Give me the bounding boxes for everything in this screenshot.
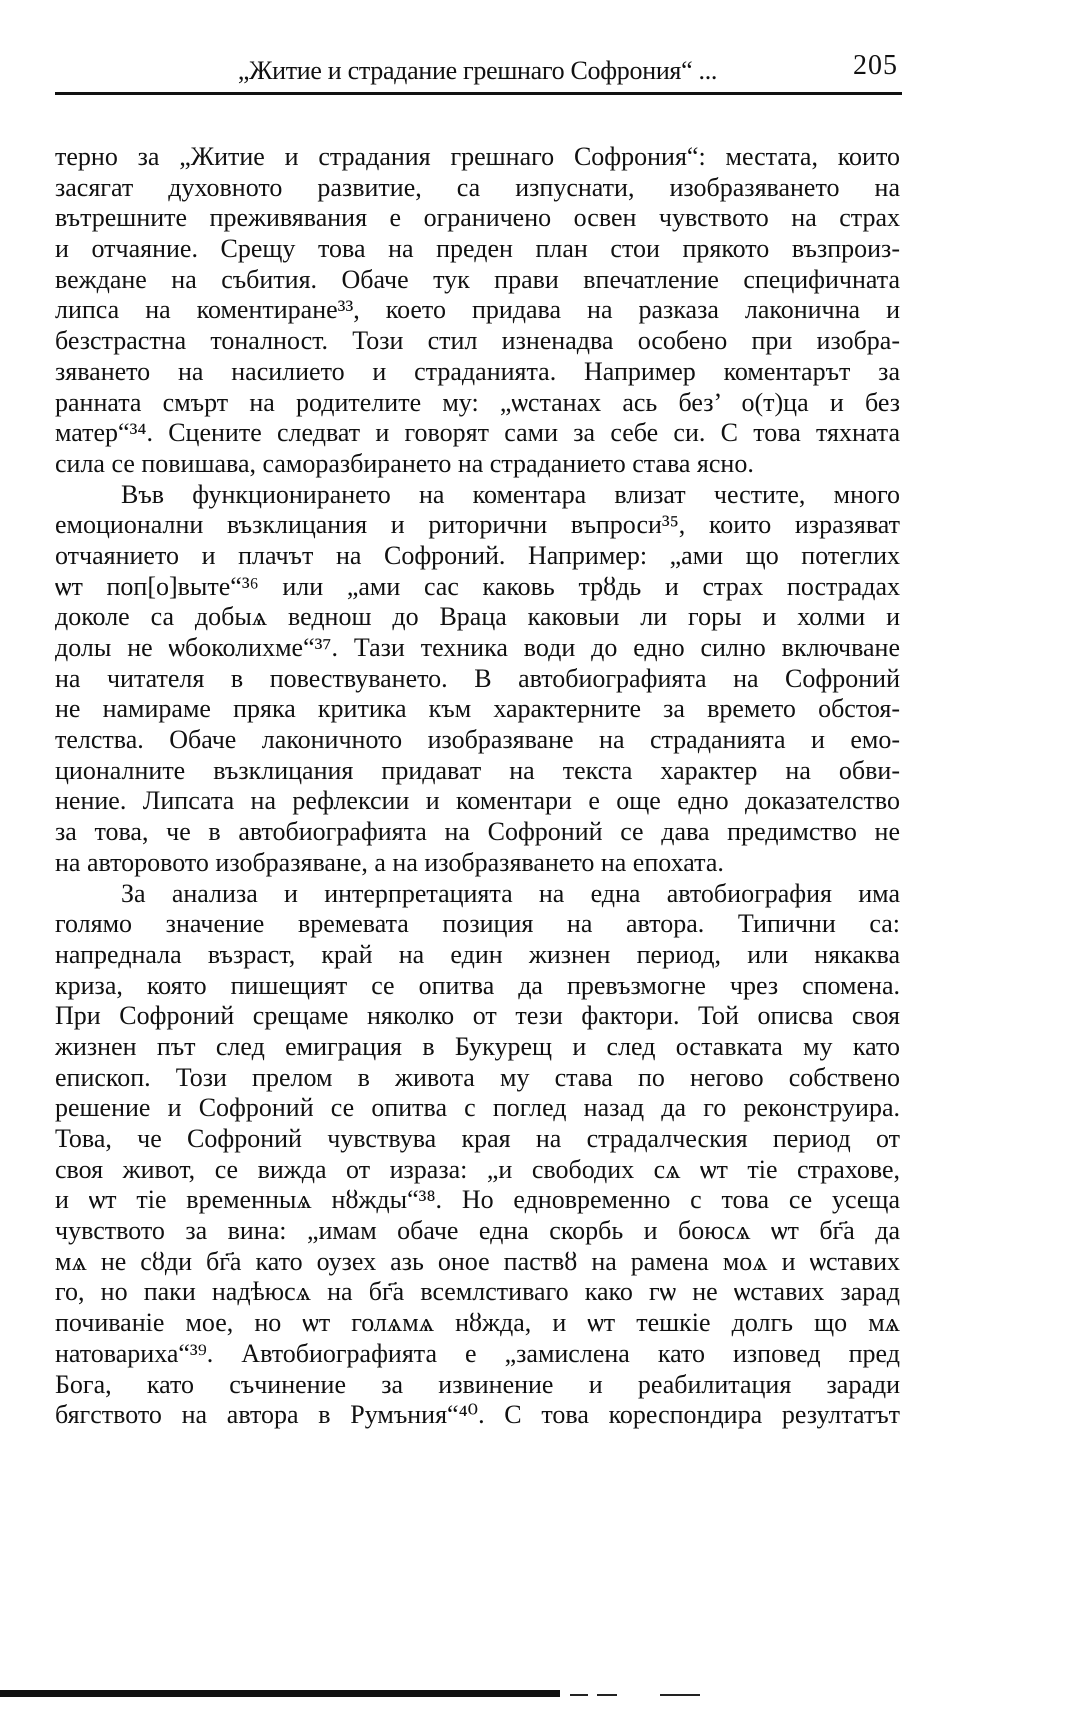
text-line: чувството за вина: „имам обаче една скорбь и боюсѧ ѡт бг҃а да bbox=[55, 1216, 900, 1246]
text-line: За анализа и интерпретацията на една автобиография има bbox=[121, 878, 900, 908]
text-line: го, но паки надѣюсѧ на бг҃а всемлстиваго како гѡ не ѡставих зарад bbox=[55, 1277, 900, 1307]
text-line: голямо значение времевата позиция на автора. Типични са: bbox=[55, 909, 900, 939]
text-line: на читателя в повествуването. В автобиографията на Софроний bbox=[55, 663, 900, 693]
text-line: матер“³⁴. Сцените следват и говорят сами за себе си. С това тяхната bbox=[55, 418, 900, 448]
text-line: телства. Обаче лаконичното изобразяване на страданията и емо- bbox=[55, 725, 900, 755]
text-line: ѡт поп[о]выте“³⁶ или „ами сас каковь трȣдь и страх пострадах bbox=[55, 571, 900, 601]
text-line: решение и Софроний се опитва с поглед назад да го реконструира. bbox=[55, 1093, 900, 1123]
text-line: безстрастна тоналност. Този стил изненадва особено при изобра- bbox=[55, 326, 900, 356]
text-line: зяването на насилието и страданията. Например коментарът за bbox=[55, 356, 900, 386]
running-header bbox=[55, 50, 900, 90]
scan-dash bbox=[597, 1694, 617, 1696]
text-line: своя живот, се вижда от израза: „и свободих сѧ ѡт тіе страхове, bbox=[55, 1154, 900, 1184]
paragraph bbox=[55, 480, 900, 879]
paragraph bbox=[55, 142, 900, 480]
paragraph bbox=[55, 879, 900, 1431]
running-title: „Житие и страдание грешнаго Софрония“ ... bbox=[237, 56, 718, 85]
text-line: долы не ѡбоколихме“³⁷. Тази техника води до едно силно включване bbox=[55, 633, 900, 662]
body-text bbox=[55, 142, 900, 1431]
text-line: липса на коментиране³³, което придава на разказа лаконична и bbox=[55, 295, 900, 325]
text-line: почиваніе мое, но ѡт голѧмѧ нȣжда, и ѡт тешкіе долгь що мѧ bbox=[55, 1308, 900, 1338]
text-line: Това, че Софроний чувствува края на страдалческия период от bbox=[55, 1124, 900, 1153]
scan-dash bbox=[660, 1694, 700, 1696]
text-line: и отчаяние. Срещу това на преден план стои прякото възпроиз- bbox=[55, 234, 900, 264]
text-line: епископ. Този прелом в живота му става по негово собствено bbox=[55, 1062, 900, 1092]
text-line: сила се повишава, саморазбирането на страданието става ясно. bbox=[55, 448, 754, 478]
text-line: доколе са добыѧ веднош до Враца каковыи ли горы и холми и bbox=[55, 602, 900, 632]
text-line: нение. Липсата на рефлексии и коментари е още едно доказателство bbox=[55, 786, 900, 816]
text-line: При Софроний срещаме няколко от тези фактори. Той описва своя bbox=[55, 1001, 900, 1031]
text-line: Във функционирането на коментара влизат честите, много bbox=[121, 479, 900, 509]
scan-dash bbox=[570, 1694, 588, 1696]
scan-edge-artifact bbox=[0, 1690, 560, 1697]
text-line: ционалните възклицания придават на текста характер на обви- bbox=[55, 755, 900, 785]
text-line: ранната смърт на родителите му: „ѡстанах ась без’ о(т)ца и без bbox=[55, 387, 900, 417]
text-line: не намираме пряка критика към характерните за времето обстоя- bbox=[55, 694, 900, 724]
text-line: емоционални възклицания и риторични въпроси³⁵, които изразяват bbox=[55, 510, 900, 540]
text-line: отчаянието и плачът на Софроний. Например: „ами що потеглих bbox=[55, 540, 900, 570]
text-line: веждане на събития. Обаче тук прави впечатление специфичната bbox=[55, 264, 900, 294]
text-line: мѧ не сȣди бг҃а като оузех азь оное паствȣ на рамена моѧ и ѡставих bbox=[55, 1246, 900, 1276]
page-number: 205 bbox=[853, 50, 898, 81]
text-line: засягат духовното развитие, са изпуснати, изобразяването на bbox=[55, 172, 900, 202]
text-line: натовариха“³⁹. Автобиографията е „замислена като изповед пред bbox=[55, 1338, 900, 1368]
text-line: вътрешните преживявания е ограничено освен чувството на страх bbox=[55, 203, 900, 233]
text-line: напреднала възраст, край на един жизнен период, или някаква bbox=[55, 939, 900, 969]
text-line: Бога, като съчинение за извинение и реабилитация заради bbox=[55, 1369, 900, 1399]
text-line: за това, че в автобиографията на Софроний се дава предимство не bbox=[55, 817, 900, 847]
header-rule bbox=[55, 92, 902, 95]
text-line: жизнен път след емиграция в Букурещ и след оставката му като bbox=[55, 1031, 900, 1061]
text-line: терно за „Житие и страдания грешнаго Софрония“: местата, които bbox=[55, 142, 900, 171]
text-line: и ѡт тіе временныѧ нȣжды“³⁸. Но едновременно с това се усеща bbox=[55, 1185, 900, 1215]
text-line: на авторовото изобразяване, а на изобразяването на епохата. bbox=[55, 847, 724, 877]
text-line: криза, която пишещият се опитва да превъзмогне чрез спомена. bbox=[55, 970, 900, 1000]
text-line: бягството на автора в Румъния“⁴⁰. С това кореспондира резултатът bbox=[55, 1400, 900, 1430]
